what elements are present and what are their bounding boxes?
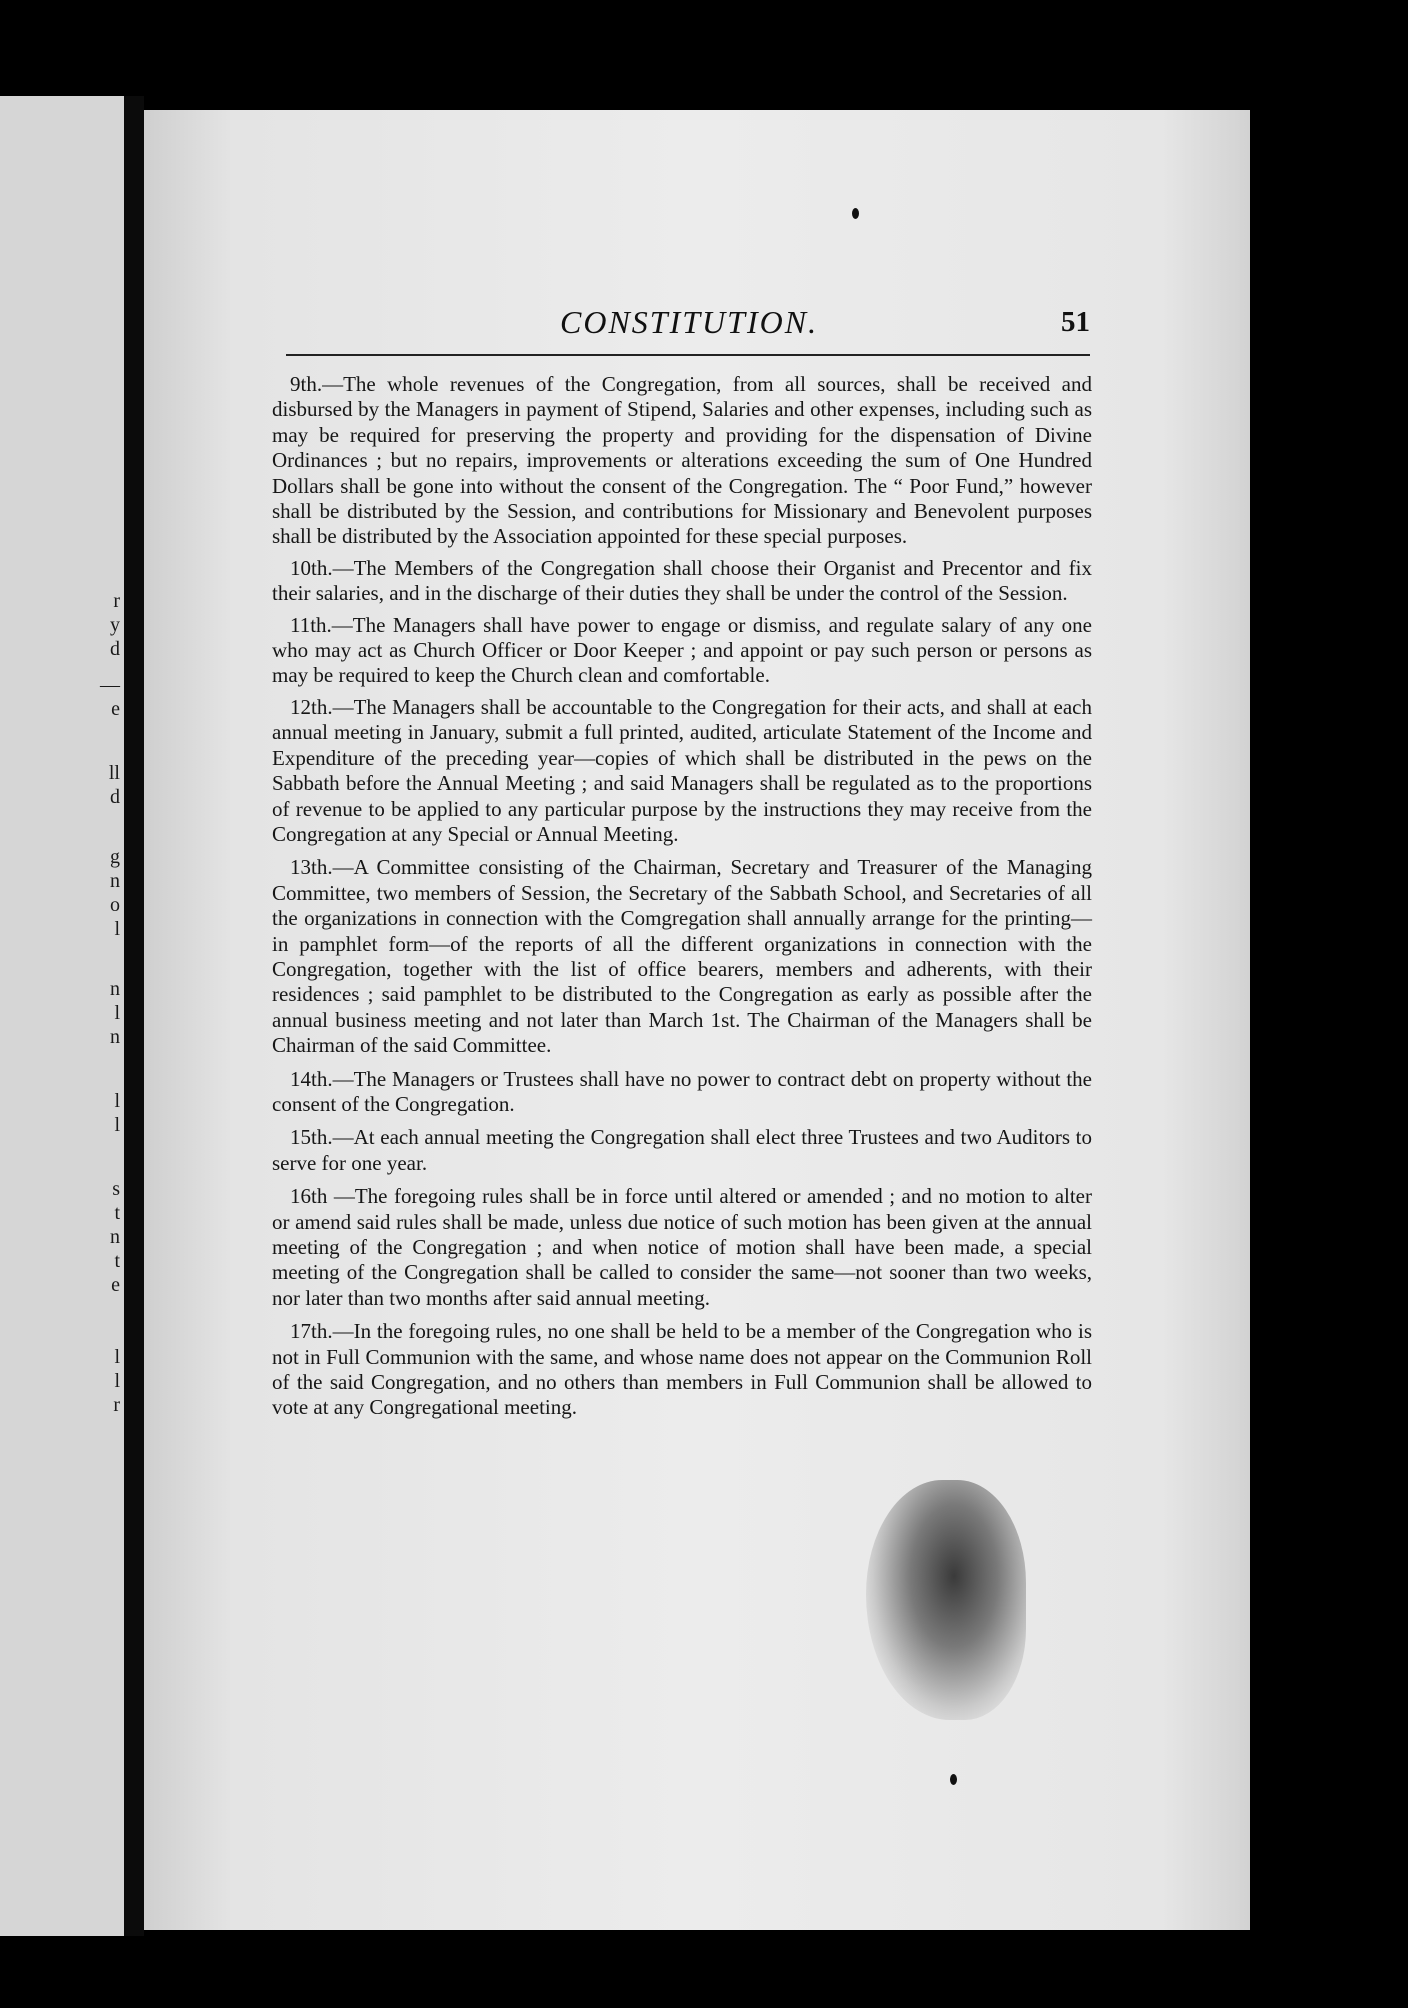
rule-11th: 11th.—The Managers shall have power to engage or dismiss, and regulate salary of any one who may act as Church Officer or Door Keeper ; and appoint or pay such person or persons as may be required to keep the Church clean and comfortable. [272,612,1092,688]
fragment: n [110,978,120,1000]
rule-13th: 13th.—A Committee consisting of the Chairman, Secretary and Treasurer of the Managing Committee, two members of Session, the Secretary of the Sabbath School, and Secretaries of all the organizations in connection with the Comgregation shall annually arrange for the printing—in pamphlet form—of the reports of all the different organizations in connection with the Congregation, together with the list of office bearers, members and adherents, with their residences ; said pamphlet to be distributed to the Congregation as early as possible after the annual business meeting and not later than March 1st. The Chairman of the Managers shall be Chairman of the said Committee. [272,855,1092,1058]
page-header [290,296,1090,344]
header-rule [286,354,1090,356]
fragment: e [111,698,120,720]
rule-14th: 14th.—The Managers or Trustees shall have no power to contract debt on property without the consent of the Congregation. [272,1066,1092,1116]
fragment: n [110,870,120,892]
fragment: r [113,590,120,612]
ink-speck [852,208,859,219]
constitution-text [272,372,1092,1427]
fragment: r [113,1394,120,1416]
fragment: l [114,1114,120,1136]
ink-stain [866,1480,1026,1720]
facing-page-edge [0,96,124,1936]
book-spine-gutter [124,96,144,1936]
fragment: d [110,786,120,808]
fragment: n [110,1226,120,1248]
fragment: t [114,1202,120,1224]
fragment: s [112,1178,120,1200]
fragment: l [114,1002,120,1024]
fragment: e [111,1274,120,1296]
rule-15th: 15th.—At each annual meeting the Congregation shall elect three Trustees and two Auditors to serve for one year. [272,1125,1092,1175]
book-page [144,110,1250,1930]
rule-9th: 9th.—The whole revenues of the Congregation, from all sources, shall be received and disbursed by the Managers in payment of Stipend, Salaries and other expenses, including such as may be required for preserving the property and providing for the dispensation of Divine Ordinances ; but no repairs, improvements or alterations exceeding the sum of One Hundred Dollars shall be gone into without the consent of the Congregation. The “ Poor Fund,” however shall be distributed by the Session, and contributions for Missionary and Benevolent purposes shall be distributed by the Association appointed for these special purposes. [272,372,1092,549]
fragment: — [100,674,120,696]
rule-10th: 10th.—The Members of the Congregation shall choose their Organist and Precentor and fix their salaries, and in the discharge of their duties they shall be under the control of the Session. [272,555,1092,606]
fragment: d [110,638,120,660]
fragment: l [114,918,120,940]
running-title: CONSTITUTION. [560,304,819,340]
fragment: ll [108,762,120,784]
page-number: 51 [1061,306,1090,338]
rule-17th: 17th.—In the foregoing rules, no one shall be held to be a member of the Congregation who is not in Full Communion with the same, and whose name does not appear on the Communion Roll of the said Congregation, and no others than members in Full Communion shall be allowed to vote at any Congregational meeting. [272,1319,1092,1420]
fragment: l [114,1346,120,1368]
fragment: g [110,846,120,868]
fragment: y [110,614,120,636]
fragment: t [114,1250,120,1272]
ink-speck [950,1774,957,1785]
fragment: l [114,1090,120,1112]
fragment: l [114,1370,120,1392]
rule-16th: 16th —The foregoing rules shall be in force until altered or amended ; and no motion to alter or amend said rules shall be made, unless due notice of such motion has been given at the annual meeting of the Congregation ; and when notice of motion shall have been made, a special meeting of the Congregation shall be called to consider the same—not sooner than two weeks, nor later than two months after said annual meeting. [272,1184,1092,1310]
facing-page-text-fragments [0,96,124,1936]
fragment: n [110,1026,120,1048]
rule-12th: 12th.—The Managers shall be accountable to the Congregation for their acts, and shall at each annual meeting in January, submit a full printed, audited, articulate Statement of the Income and Expenditure of the preceding year—copies of which shall be distributed in the pews on the Sabbath before the Annual Meeting ; and said Managers shall be regulated as to the proportions of revenue to be applied to any particular purpose by the instructions they may receive from the Congregation at any Special or Annual Meeting. [272,694,1092,846]
fragment: o [110,894,120,916]
